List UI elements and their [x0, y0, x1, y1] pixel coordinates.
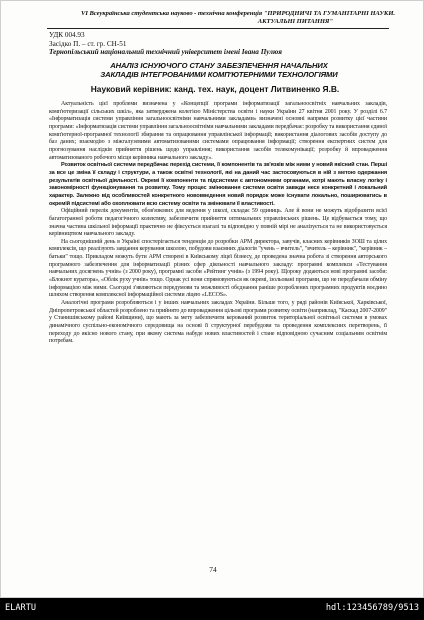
- supervisor-line: Науковий керівник: канд. тех. наук, доцент Литвиненко Я.В.: [90, 84, 340, 94]
- handle-link[interactable]: hdl:123456789/9513: [325, 603, 419, 613]
- article-title: [59, 61, 379, 79]
- paragraph-3: Офіційний перелік документів, обов'язкових для ведення у школі, складає 59 одиниць. Але й вони не можуть відобразити всієї багатогранної роботи педагогічного колективу, забезпечити прийняття оптимальних управлінських рішень. Це відбувається тому, що значна частина шкільної інформації практично не фіксується взагалі та відповідно у повній мірі не аналізується та не використовується керівництвом навчального закладу.: [49, 208, 387, 238]
- author-line: Засідко П. – ст. гр. СН-51: [49, 39, 127, 48]
- header-divider: [47, 28, 389, 29]
- conference-header-line2: АКТУАЛЬНІ ПИТАННЯ": [257, 17, 333, 25]
- article-body: [49, 101, 387, 346]
- paragraph-2: Розвиток освітньої системи передбачає перехід системи, її компонентів та зв'язків між ними у новий якісний стан. Перші за все це зміна її складу і структури, а також освітні технології, які на даний час застосовуються в ній з метою одержання результатів освітньої діяльності. Окремі її компоненти та підсистеми є автономними органами, котрі мають власну логіку і закономірності функціонування та розвитку. Тому процес змінювання системи освіти завжди несе конкретний і локальний характер. Залежно від особливостей конкретного нововведення новий порядок може існувати локально, поширюватись в окремій підсистемі або охоплювати всю систему освіти та змінювати її властивості.: [49, 162, 387, 207]
- repository-name: ELARTU: [5, 603, 37, 613]
- paragraph-1: Актуальність цієї проблеми визначена у «Концепції програми інформатизації загальноосвітніх навчальних закладів, комп'ютеризації сільських шкіл», яка затверджена колегією Міністерства освіти і науки України 27 квітня 2001 року. У розділі 6.7 «Інформатизація системи управління загальноосвітніми навчальними закладами» визначені основні напрями розвитку цієї частини програми: «Інформатизація системи управління загальноосвітніми навчальними закладами передбачає: розробку та використання єдиної комп'ютерної-програмної технології збирання та опрацювання управлінської інформації; використання діалогових засобів доступу до баз даних; взаємодію з міжгалузевими автоматизованими системами опрацювання інформації; створення експертних систем для прогнозування наслідків прийняття рішень щодо управління; використання засобів телекомунікації; розробку й впровадження автоматизованого робочого місця керівника навчального закладу».: [49, 101, 387, 161]
- conference-header: [65, 10, 395, 25]
- article-title-line2: ЗАКЛАДІВ ІНТЕГРОВАНИМИ КОМП'ЮТЕРНИМИ ТЕХНОЛОГІЯМИ: [100, 70, 338, 79]
- institution-line: Тернопільський національний технічний університет імені Івана Пулюя: [49, 48, 282, 56]
- article-title-line1: АНАЛІЗ ІСНУЮЧОГО СТАНУ ЗАБЕЗПЕЧЕННЯ НАЧАЛЬНИХ: [110, 61, 328, 70]
- repository-status-bar: [0, 598, 424, 620]
- paragraph-4: На сьогоднішній день в Україні спостерігається тенденція до розробки АРМ директора, завучів, класних керівників ЗОШ та цілих комплексів, що реалізують завдання керування школою, побудови взаємних діалогів "учень – вчитель", "вчитель – керівник", "керівник – батьки" тощо. Прикладом можуть бути АРМ створені в Київському ліцеї бізнесу, де проведена значна робота зі створення авторського програмного забезпечення для інформатизації різних сфер діяльності навчального закладу: програмні комплекси «Тестування навчальних досягнень учнів» (з 2000 року), програмні засоби «Рейтинг учнів» (з 1994 року). Щороку додаються нові програмні засоби: «Блокнот куратора», «Облік руху учнів» тощо. Однак усі вони спрямовуються як окремі, ізольовані програми, що не передбачали обміну інформацією між ними. Сьогодні з'являються передумови та можливості обєднання раніше розроблених програмних продуктів воєдино шляхом створення комплексної інформаційної системи ліцею «LECOS».: [49, 238, 387, 299]
- page-number: 74: [209, 565, 217, 574]
- conference-header-line1: VI Всеукраїнська студентська науково - технічна конференція "ПРИРОДНИЧІ ТА ГУМАНІТАРНІ НАУКИ.: [81, 10, 395, 17]
- udk-code: УДК 004.93: [49, 31, 85, 39]
- paragraph-5: Аналогічні програми розробляються і у інших навчальних закладах України. Більше того, у ряді районів Київської, Харківської, Дніпропетровської областей розроблено та прийнято до впровадження цільові програми розвитку освіти (наприклад, "Каскад 2007-2009" у Станишівському районі Київщини), що мають за мету забезпечити керований розвиток територіальної освітньої системи в умовах динамічного суспільно-економічного середовища на основі її структурної перебудови та проведення комплексних перетворень, її переходу до якісно нового стану, при якому система набуде нових властивостей і стане відповідною сучасним соціальним освітнім потребам.: [49, 300, 387, 345]
